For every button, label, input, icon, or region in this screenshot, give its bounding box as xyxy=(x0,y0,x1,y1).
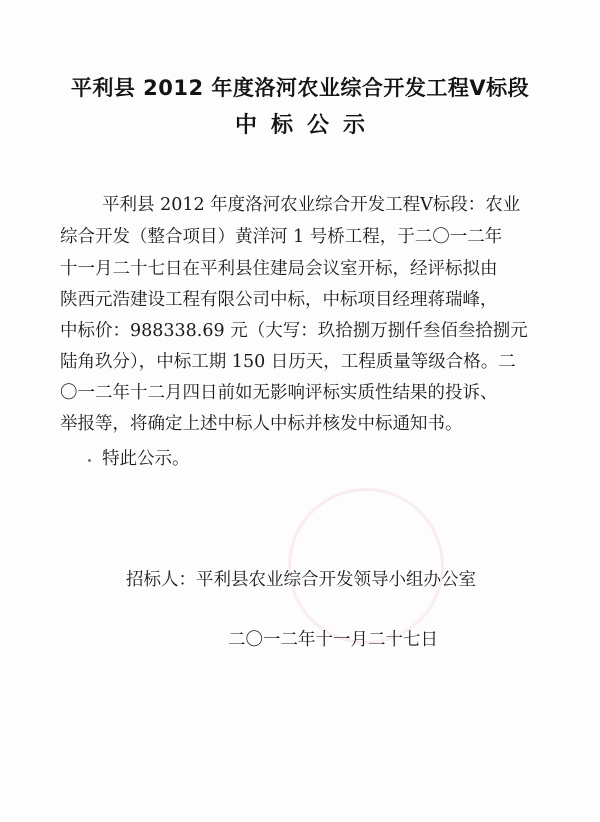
document-date: 二〇一二年十一月二十七日 xyxy=(228,630,438,650)
body-line-5: 中标价：988338.69 元（大写：玖拾捌万捌仟叁佰叁拾捌元 xyxy=(60,321,528,341)
body-line-6: 陆角玖分），中标工期 150 日历天，工程质量等级合格。二 xyxy=(60,352,516,372)
body-line-3: 十一月二十七日在平利县住建局会议室开标，经评标拟由 xyxy=(60,259,498,279)
document-title: 平利县 2012 年度洛河农业综合开发工程Ⅴ标段 xyxy=(70,76,530,100)
document-subtitle: 中标公示 xyxy=(234,113,379,138)
body-line-8: 举报等，将确定上述中标人中标并核发中标通知书。 xyxy=(60,414,463,434)
body-line-1: 平利县 2012 年度洛河农业综合开发工程Ⅴ标段：农业 xyxy=(102,195,521,215)
tendering-party: 招标人：平利县农业综合开发领导小组办公室 xyxy=(126,570,476,590)
scan-speck xyxy=(88,459,91,462)
body-line-4: 陕西元浩建设工程有限公司中标，中标项目经理蒋瑞峰， xyxy=(60,290,498,310)
closing-remark: 特此公示。 xyxy=(102,449,190,469)
body-line-2: 综合开发（整合项目）黄洋河 1 号桥工程，于二〇一二年 xyxy=(60,227,503,247)
body-line-7: 〇一二年十二月四日前如无影响评标实质性结果的投诉、 xyxy=(60,383,498,403)
